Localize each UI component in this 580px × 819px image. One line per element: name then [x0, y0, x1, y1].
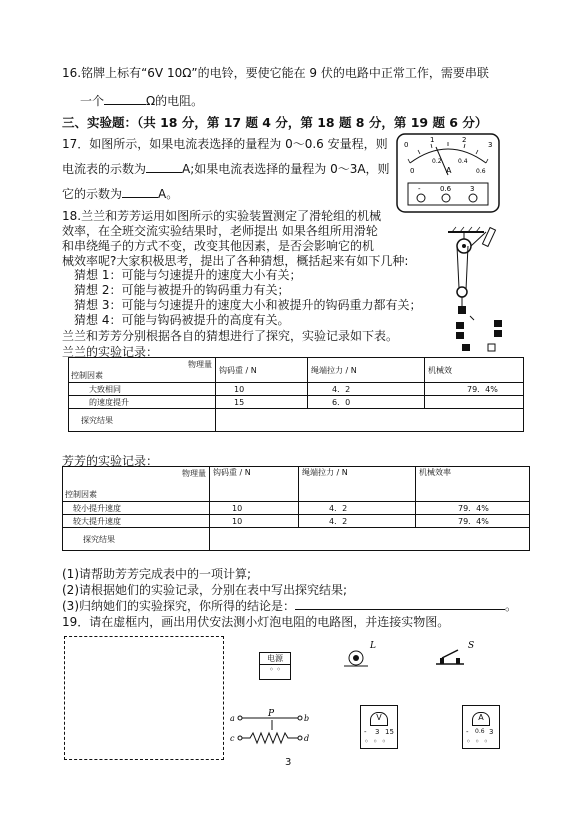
rheostat-slider-label: P — [268, 709, 275, 719]
q16-line1: 16.铭牌上标有“6V 10Ω”的电铃，要使它能在 9 伏的电路中正常工作，需要串联 — [62, 66, 489, 80]
fangfang-cell-0-0: 较小提升速度 — [63, 502, 210, 515]
rheostat-end-c: c — [230, 734, 235, 743]
fangfang-corner-top: 物理量 — [182, 469, 206, 478]
q18-sub3 — [62, 597, 517, 614]
lanlan-header-0: 钩码重 / N — [216, 358, 308, 383]
q18-conclusion-blank[interactable] — [295, 597, 505, 610]
lanlan-table — [68, 357, 524, 432]
rheostat-end-d: d — [304, 734, 310, 743]
ammeter-terminals-icon: ◦◦◦ — [466, 737, 493, 746]
voltmeter-terminals-icon: ◦◦◦ — [364, 737, 391, 746]
battery-terminals-icon: ◦ ◦ — [269, 665, 281, 674]
lamp-label: L — [370, 641, 376, 651]
rheostat-end-b: b — [304, 714, 310, 723]
meter-term-label-2: 3 — [470, 185, 475, 193]
q17-blank2[interactable] — [122, 185, 158, 198]
switch-component[interactable] — [434, 638, 484, 668]
ammeter-term-1: 0.6 — [475, 728, 485, 735]
meter-bottom-0: 0 — [410, 167, 415, 175]
meter-bottom-2: 0.4 — [458, 158, 468, 165]
battery-label: 电源 — [260, 653, 290, 665]
q17-line3-prefix: 它的示数为 — [62, 187, 123, 201]
voltmeter-term-0: - — [364, 728, 367, 736]
lanlan-row-label-1: 的速度提升 — [69, 396, 216, 409]
lanlan-header-1: 绳端拉力 / N — [308, 358, 425, 383]
q16-answer-blank[interactable] — [104, 92, 146, 105]
rheostat-end-a: a — [230, 714, 235, 723]
meter-bottom-1: 0.2 — [432, 158, 442, 165]
q18-line-0: 18.兰兰和芳芳运用如图所示的实验装置测定了滑轮组的机械 — [62, 209, 382, 223]
q18-sub2: (2)请根据她们的实验记录，分别在表中写出探究结果; — [62, 583, 348, 597]
lanlan-header-2: 机械效 — [425, 358, 524, 383]
lanlan-corner-top: 物理量 — [188, 360, 212, 369]
ammeter-component[interactable] — [462, 705, 500, 749]
meter-term-label-0: - — [418, 185, 421, 193]
pulley-apparatus-figure — [444, 226, 516, 356]
lanlan-cell-1-0: 15 — [216, 396, 308, 409]
voltmeter-term-1: 3 — [375, 728, 380, 736]
voltmeter-term-2: 15 — [385, 728, 394, 736]
meter-top-1: 1 — [430, 136, 435, 144]
q18-line-3: 械效率呢?大家积极思考，提出了各种猜想，概括起来有如下几种: — [62, 254, 409, 268]
meter-top-2: 2 — [462, 136, 467, 144]
q17-line1: 17．如图所示，如果电流表选择的量程为 0～0.6 安量程，则 — [62, 137, 388, 151]
q19-text: 19．请在虚框内，画出用伏安法测小灯泡电阻的电路图，并连接实物图。 — [62, 615, 450, 629]
q17-line2-suffix: A;如果电流表选择的量程为 0～3A，则 — [182, 162, 390, 176]
q17-blank1[interactable] — [146, 160, 182, 173]
q18-line-5: 猜想 2：可能与被提升的钩码重力有关； — [74, 283, 290, 297]
q18-sub3-prefix: (3)归纳她们的实验探究，你所得的结论是： — [62, 599, 295, 613]
lanlan-cell-1-2[interactable] — [425, 396, 524, 409]
fangfang-corner-bottom: 控制因素 — [65, 490, 97, 499]
q17-line3-suffix: A。 — [158, 187, 179, 201]
q18-line-1: 效率，在全班交流实验结果时，老师提出 如果各组所用滑轮 — [62, 224, 378, 238]
circuit-draw-box[interactable] — [64, 636, 224, 760]
fangfang-title: 芳芳的实验记录： — [62, 454, 159, 468]
page-number: 3 — [285, 757, 292, 768]
q18-line-4: 猜想 1：可能与匀速提升的速度大小有关； — [74, 268, 302, 282]
fangfang-result-label: 探究结果 — [63, 528, 210, 551]
meter-top-3: 3 — [488, 141, 493, 149]
fangfang-cell-0-2: 4．2 — [299, 502, 416, 515]
battery-component[interactable] — [259, 652, 291, 680]
fangfang-cell-1-1: 10 — [210, 515, 299, 528]
q16-prefix: 一个 — [80, 94, 105, 108]
lanlan-result-label: 探究结果 — [69, 409, 216, 432]
fangfang-header-1: 绳端拉力 / N — [299, 467, 416, 502]
ammeter-term-0: - — [466, 728, 469, 736]
lanlan-cell-0-0: 10 — [216, 383, 308, 396]
lanlan-result-cell[interactable] — [216, 409, 524, 432]
q18-sub3-suffix: 。 — [505, 599, 518, 613]
q16-suffix: Ω的电阻。 — [146, 94, 204, 108]
section-title: 三、实验题：（共 18 分，第 17 题 4 分，第 18 题 8 分，第 19 题 6 分） — [62, 115, 488, 130]
meter-unit: A — [446, 166, 452, 175]
fangfang-header-0: 钩码重 / N — [210, 467, 299, 502]
meter-term-label-1: 0.6 — [440, 185, 452, 193]
lanlan-corner-cell — [69, 358, 216, 383]
fangfang-cell-0-3: 79．4% — [416, 502, 530, 515]
q18-line-6: 猜想 3：可能与匀速提升的速度大小和被提升的钩码重力都有关； — [74, 298, 422, 312]
switch-label: S — [468, 641, 475, 651]
voltmeter-component[interactable] — [360, 705, 398, 749]
fangfang-result-cell[interactable] — [210, 528, 530, 551]
lanlan-cell-0-2: 79．4% — [425, 383, 524, 396]
q17-line2 — [62, 160, 390, 177]
ammeter-term-2: 3 — [489, 728, 494, 736]
fangfang-cell-1-0: 较大提升速度 — [63, 515, 210, 528]
q17-ammeter-figure — [396, 133, 500, 213]
ammeter-label: A — [472, 712, 490, 726]
fangfang-cell-0-1: 10 — [210, 502, 299, 515]
lamp-component[interactable] — [340, 640, 380, 670]
q18-line-8: 兰兰和芳芳分别根据各自的猜想进行了探究，实验记录如下表。 — [62, 329, 399, 343]
fangfang-cell-1-2: 4．2 — [299, 515, 416, 528]
meter-top-0: 0 — [404, 141, 409, 149]
q18-line-2: 和串绕绳子的方式不变，改变其他因素，是否会影响它的机 — [62, 239, 375, 253]
q17-line2-prefix: 电流表的示数为 — [62, 162, 147, 176]
meter-bottom-3: 0.6 — [476, 168, 486, 175]
fangfang-header-2: 机械效率 — [416, 467, 530, 502]
fangfang-cell-1-3: 79．4% — [416, 515, 530, 528]
lanlan-cell-0-1: 4．2 — [308, 383, 425, 396]
lanlan-corner-bottom: 控制因素 — [71, 371, 103, 380]
q18-sub1: (1)请帮助芳芳完成表中的一项计算; — [62, 567, 252, 581]
lanlan-cell-1-1: 6．0 — [308, 396, 425, 409]
fangfang-table — [62, 466, 530, 551]
voltmeter-label: V — [370, 712, 388, 726]
q16-line2 — [80, 92, 203, 109]
q17-line3 — [62, 185, 178, 202]
lanlan-row-label-0: 大致相同 — [69, 383, 216, 396]
q18-line-7: 猜想 4：可能与钩码被提升的高度有关。 — [74, 313, 290, 327]
rheostat-component[interactable] — [230, 708, 314, 748]
fangfang-corner-cell — [63, 467, 210, 502]
lanlan-title: 兰兰的实验记录： — [62, 345, 159, 359]
